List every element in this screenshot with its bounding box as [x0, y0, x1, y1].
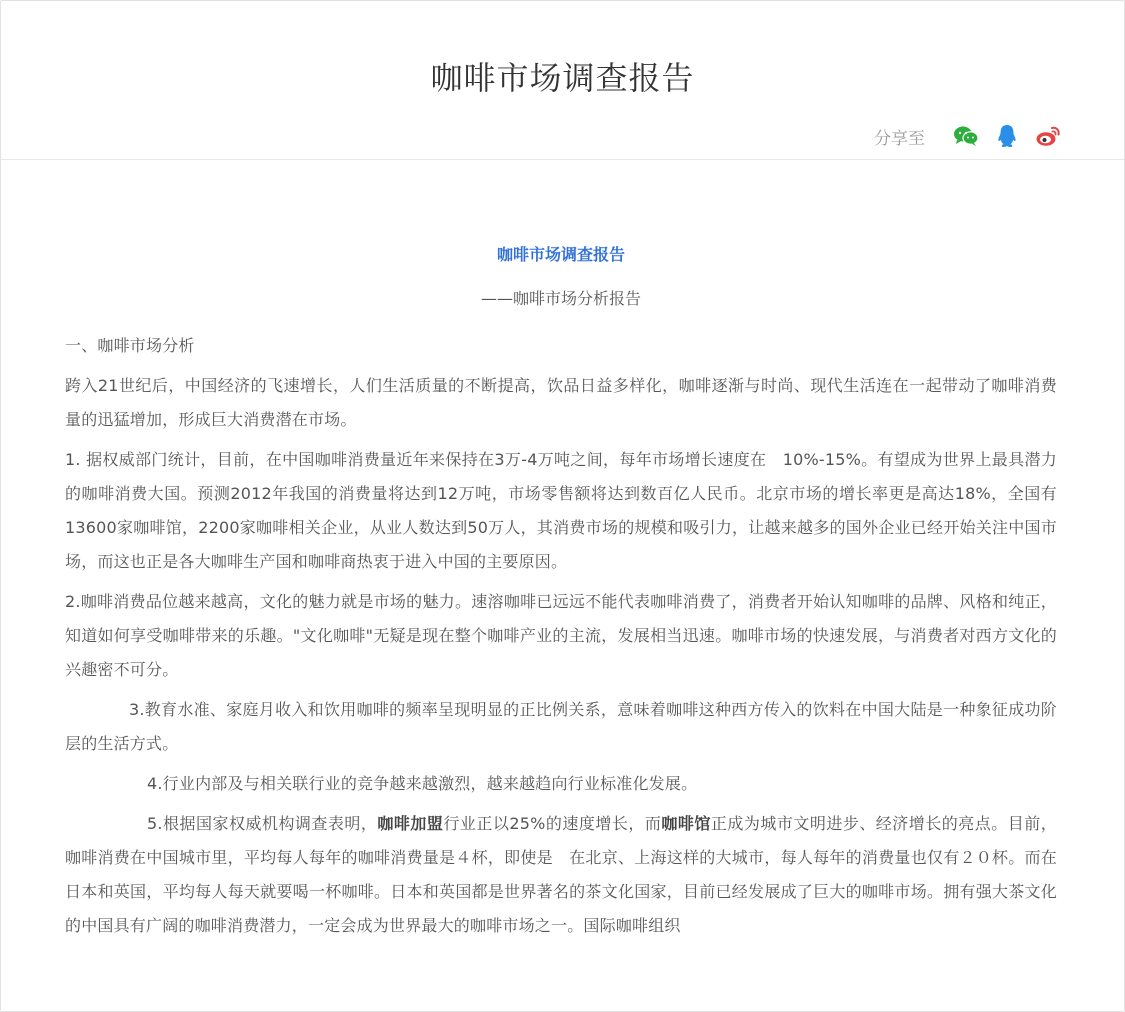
paragraph-5: [65, 807, 1057, 943]
page-header: [1, 1, 1124, 160]
keyword-coffee-franchise: 咖啡加盟: [377, 814, 444, 833]
qq-icon[interactable]: [993, 123, 1021, 149]
wechat-icon[interactable]: [952, 123, 980, 149]
paragraph-5-text: 5.根据国家权威机构调查表明，: [147, 814, 378, 833]
paragraph-5-text: 行业正以25%的速度增长，而: [443, 814, 662, 833]
paragraph-5-text: 正成为城市文明进步、经济增长的亮点。目前，咖啡消费在中国城市里，平均每人每年的咖啡消费量是４杯，即使是 在北京、上海这样的大城市，每人每年的消费量也仅有２０杯。而在日本和英国，平均每人每天就要喝一杯咖啡。日本和英国都是世界著名的茶文化国家，目前已经发展成了巨大的咖啡市场。拥有强大茶文化的中国具有广阔的咖啡消费潜力，一定会成为世界最大的咖啡市场之一。国际咖啡组织: [65, 814, 1057, 935]
section-heading: 一、咖啡市场分析: [65, 336, 195, 355]
paragraph-3: 3.教育水准、家庭月收入和饮用咖啡的频率呈现明显的正比例关系，意味着咖啡这种西方传入的饮料在中国大陆是一种象征成功阶层的生活方式。: [65, 700, 1057, 753]
share-label: 分享至: [874, 128, 925, 149]
weibo-icon[interactable]: [1034, 123, 1062, 149]
paragraph-intro: 跨入21世纪后，中国经济的飞速增长，人们生活质量的不断提高，饮品日益多样化，咖啡逐渐与时尚、现代生活连在一起带动了咖啡消费量的迅猛增加，形成巨大消费潜在市场。: [65, 376, 1057, 429]
share-bar: [874, 123, 1062, 149]
paragraph-2: 2.咖啡消费品位越来越高，文化的魅力就是市场的魅力。速溶咖啡已远远不能代表咖啡消费了，消费者开始认知咖啡的品牌、风格和纯正，知道如何享受咖啡带来的乐趣。"文化咖啡"无疑是现在整个咖啡产业的主流，发展相当迅速。咖啡市场的快速发展，与消费者对西方文化的兴趣密不可分。: [65, 592, 1057, 679]
page-title: 咖啡市场调查报告: [430, 59, 695, 97]
article-subtitle: ——咖啡市场分析报告: [480, 289, 641, 308]
article-body: [65, 241, 1057, 949]
article-title: 咖啡市场调查报告: [496, 245, 625, 264]
paragraph-4: 4.行业内部及与相关联行业的竞争越来越激烈，越来越趋向行业标准化发展。: [147, 774, 698, 793]
keyword-coffee-shop: 咖啡馆: [661, 814, 711, 833]
paragraph-1: 1. 据权威部门统计，目前，在中国咖啡消费量近年来保持在3万-4万吨之间，每年市场增长速度在 10%-15%。有望成为世界上最具潜力的咖啡消费大国。预测2012年我国的消费量将达到12万吨，市场零售额将达到数百亿人民币。北京市场的增长率更是高达18%，全国有13600家咖啡馆，2200家咖啡相关企业，从业人数达到50万人，其消费市场的规模和吸引力，让越来越多的国外企业已经开始关注中国市场，而这也正是各大咖啡生产国和咖啡商热衷于进入中国的主要原因。: [65, 450, 1057, 571]
